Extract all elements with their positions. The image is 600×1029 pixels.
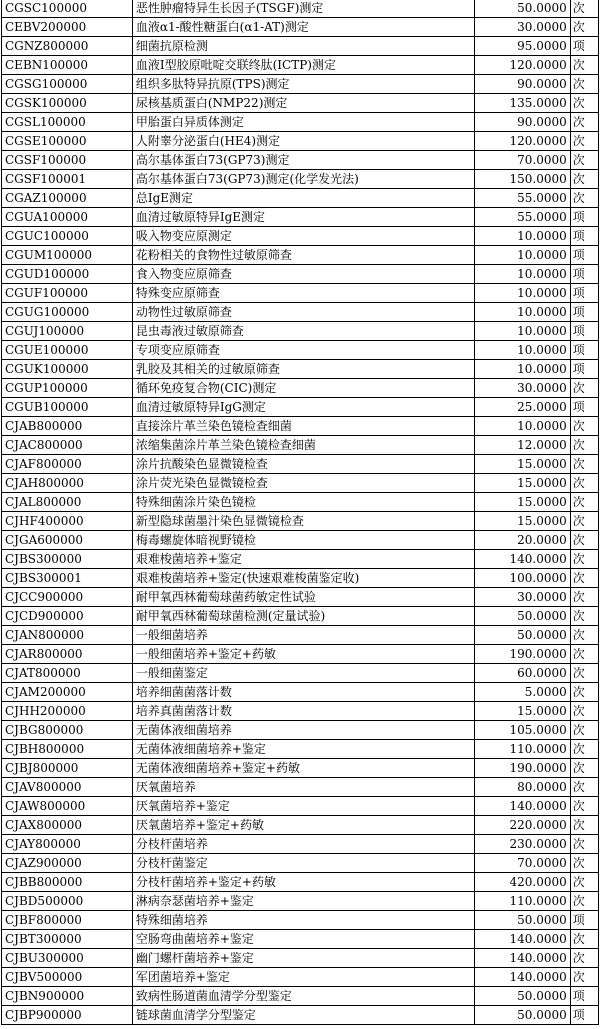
item-code-cell: CGUP100000 bbox=[2, 379, 133, 398]
item-price-cell: 140.0000 bbox=[475, 550, 571, 569]
table-row bbox=[2, 569, 599, 588]
item-price-cell: 15.0000 bbox=[475, 512, 571, 531]
item-name-cell: 分枝杆菌鉴定 bbox=[132, 854, 474, 873]
table-row bbox=[2, 987, 599, 1006]
item-code-cell: CJAV800000 bbox=[2, 778, 133, 797]
item-price-cell: 135.0000 bbox=[475, 94, 571, 113]
item-price-cell: 5.0000 bbox=[475, 683, 571, 702]
item-code-cell: CGUB100000 bbox=[2, 398, 133, 417]
table-row bbox=[2, 664, 599, 683]
item-code-cell: CGUF100000 bbox=[2, 284, 133, 303]
item-name-cell: 甲胎蛋白异质体测定 bbox=[132, 113, 474, 132]
table-row bbox=[2, 702, 599, 721]
item-name-cell: 血清过敏原特异IgG测定 bbox=[132, 398, 474, 417]
table-row bbox=[2, 56, 599, 75]
item-price-cell: 15.0000 bbox=[475, 474, 571, 493]
item-name-cell: 幽门螺杆菌培养+鉴定 bbox=[132, 949, 474, 968]
item-unit-cell: 次 bbox=[570, 170, 598, 189]
table-row bbox=[2, 151, 599, 170]
item-code-cell: CJAH800000 bbox=[2, 474, 133, 493]
fee-table-body bbox=[2, 0, 599, 1025]
item-unit-cell: 次 bbox=[570, 721, 598, 740]
item-code-cell: CJBN900000 bbox=[2, 987, 133, 1006]
item-unit-cell: 次 bbox=[570, 835, 598, 854]
item-name-cell: 一般细菌培养+鉴定+药敏 bbox=[132, 645, 474, 664]
item-price-cell: 30.0000 bbox=[475, 18, 571, 37]
item-price-cell: 50.0000 bbox=[475, 987, 571, 1006]
item-code-cell: CJBS300001 bbox=[2, 569, 133, 588]
item-code-cell: CJHF400000 bbox=[2, 512, 133, 531]
item-code-cell: CJBU300000 bbox=[2, 949, 133, 968]
item-code-cell: CGUK100000 bbox=[2, 360, 133, 379]
table-row bbox=[2, 759, 599, 778]
item-unit-cell: 次 bbox=[570, 816, 598, 835]
table-row bbox=[2, 379, 599, 398]
item-price-cell: 140.0000 bbox=[475, 968, 571, 987]
item-name-cell: 厌氧菌培养+鉴定+药敏 bbox=[132, 816, 474, 835]
item-code-cell: CJAF800000 bbox=[2, 455, 133, 474]
item-price-cell: 190.0000 bbox=[475, 645, 571, 664]
item-unit-cell: 次 bbox=[570, 702, 598, 721]
item-name-cell: 特殊细菌培养 bbox=[132, 911, 474, 930]
item-unit-cell: 次 bbox=[570, 968, 598, 987]
table-row bbox=[2, 170, 599, 189]
item-price-cell: 110.0000 bbox=[475, 892, 571, 911]
item-price-cell: 30.0000 bbox=[475, 379, 571, 398]
item-unit-cell: 次 bbox=[570, 455, 598, 474]
item-price-cell: 10.0000 bbox=[475, 322, 571, 341]
item-price-cell: 10.0000 bbox=[475, 265, 571, 284]
item-code-cell: CEBN100000 bbox=[2, 56, 133, 75]
item-name-cell: 军团菌培养+鉴定 bbox=[132, 968, 474, 987]
item-price-cell: 25.0000 bbox=[475, 398, 571, 417]
table-row bbox=[2, 455, 599, 474]
item-name-cell: 恶性肿瘤特异生长因子(TSGF)测定 bbox=[132, 0, 474, 18]
table-row bbox=[2, 873, 599, 892]
table-row bbox=[2, 18, 599, 37]
item-name-cell: 无菌体液细菌培养+鉴定 bbox=[132, 740, 474, 759]
item-price-cell: 55.0000 bbox=[475, 208, 571, 227]
item-unit-cell: 次 bbox=[570, 740, 598, 759]
item-code-cell: CJAT800000 bbox=[2, 664, 133, 683]
item-name-cell: 分枝杆菌培养 bbox=[132, 835, 474, 854]
item-unit-cell: 项 bbox=[570, 227, 598, 246]
item-code-cell: CGUA100000 bbox=[2, 208, 133, 227]
item-price-cell: 50.0000 bbox=[475, 626, 571, 645]
item-name-cell: 乳胶及其相关的过敏原筛查 bbox=[132, 360, 474, 379]
item-name-cell: 一般细菌鉴定 bbox=[132, 664, 474, 683]
item-price-cell: 100.0000 bbox=[475, 569, 571, 588]
table-row bbox=[2, 930, 599, 949]
item-code-cell: CGUM100000 bbox=[2, 246, 133, 265]
item-name-cell: 厌氧菌培养+鉴定 bbox=[132, 797, 474, 816]
item-code-cell: CJAN800000 bbox=[2, 626, 133, 645]
item-unit-cell: 项 bbox=[570, 303, 598, 322]
item-unit-cell: 次 bbox=[570, 417, 598, 436]
item-name-cell: 涂片抗酸染色显微镜检查 bbox=[132, 455, 474, 474]
table-row bbox=[2, 132, 599, 151]
item-unit-cell: 次 bbox=[570, 873, 598, 892]
item-name-cell: 耐甲氧西林葡萄球菌检测(定量试验) bbox=[132, 607, 474, 626]
table-row bbox=[2, 341, 599, 360]
item-code-cell: CGUE100000 bbox=[2, 341, 133, 360]
item-code-cell: CJBG800000 bbox=[2, 721, 133, 740]
item-unit-cell: 次 bbox=[570, 379, 598, 398]
table-row bbox=[2, 949, 599, 968]
item-name-cell: 空肠弯曲菌培养+鉴定 bbox=[132, 930, 474, 949]
table-row bbox=[2, 303, 599, 322]
item-unit-cell: 次 bbox=[570, 683, 598, 702]
item-unit-cell: 次 bbox=[570, 569, 598, 588]
item-price-cell: 50.0000 bbox=[475, 0, 571, 18]
item-price-cell: 10.0000 bbox=[475, 227, 571, 246]
item-name-cell: 无菌体液细菌培养 bbox=[132, 721, 474, 740]
item-name-cell: 血液Ⅰ型胶原吡啶交联终肽(ICTP)测定 bbox=[132, 56, 474, 75]
item-price-cell: 90.0000 bbox=[475, 113, 571, 132]
item-unit-cell: 次 bbox=[570, 930, 598, 949]
item-code-cell: CJBB800000 bbox=[2, 873, 133, 892]
table-row bbox=[2, 417, 599, 436]
table-row bbox=[2, 721, 599, 740]
item-code-cell: CJCC900000 bbox=[2, 588, 133, 607]
item-unit-cell: 项 bbox=[570, 284, 598, 303]
item-name-cell: 链球菌血清学分型鉴定 bbox=[132, 1006, 474, 1025]
item-price-cell: 105.0000 bbox=[475, 721, 571, 740]
item-unit-cell: 次 bbox=[570, 18, 598, 37]
item-code-cell: CJGA600000 bbox=[2, 531, 133, 550]
table-row bbox=[2, 531, 599, 550]
table-row bbox=[2, 854, 599, 873]
item-name-cell: 艰难梭菌培养+鉴定 bbox=[132, 550, 474, 569]
item-price-cell: 230.0000 bbox=[475, 835, 571, 854]
item-unit-cell: 次 bbox=[570, 664, 598, 683]
item-price-cell: 140.0000 bbox=[475, 930, 571, 949]
item-price-cell: 10.0000 bbox=[475, 417, 571, 436]
item-code-cell: CGSK100000 bbox=[2, 94, 133, 113]
item-price-cell: 70.0000 bbox=[475, 854, 571, 873]
item-unit-cell: 次 bbox=[570, 151, 598, 170]
item-name-cell: 艰难梭菌培养+鉴定(快速艰难梭菌鉴定收) bbox=[132, 569, 474, 588]
item-name-cell: 食入物变应原筛查 bbox=[132, 265, 474, 284]
item-name-cell: 昆虫毒液过敏原筛查 bbox=[132, 322, 474, 341]
item-unit-cell: 次 bbox=[570, 189, 598, 208]
item-code-cell: CJAY800000 bbox=[2, 835, 133, 854]
item-unit-cell: 项 bbox=[570, 265, 598, 284]
item-unit-cell: 次 bbox=[570, 626, 598, 645]
item-code-cell: CJAR800000 bbox=[2, 645, 133, 664]
fee-table bbox=[1, 0, 599, 1025]
table-row bbox=[2, 436, 599, 455]
item-code-cell: CJBV500000 bbox=[2, 968, 133, 987]
item-unit-cell: 项 bbox=[570, 341, 598, 360]
item-name-cell: 新型隐球菌墨汁染色显微镜检查 bbox=[132, 512, 474, 531]
item-code-cell: CGAZ100000 bbox=[2, 189, 133, 208]
table-row bbox=[2, 227, 599, 246]
item-name-cell: 花粉相关的食物性过敏原筛查 bbox=[132, 246, 474, 265]
item-price-cell: 80.0000 bbox=[475, 778, 571, 797]
item-name-cell: 高尔基体蛋白73(GP73)测定(化学发光法) bbox=[132, 170, 474, 189]
item-code-cell: CGSF100000 bbox=[2, 151, 133, 170]
item-price-cell: 15.0000 bbox=[475, 702, 571, 721]
item-price-cell: 70.0000 bbox=[475, 151, 571, 170]
item-code-cell: CGUD100000 bbox=[2, 265, 133, 284]
item-code-cell: CGNZ800000 bbox=[2, 37, 133, 56]
item-unit-cell: 次 bbox=[570, 474, 598, 493]
table-row bbox=[2, 189, 599, 208]
item-price-cell: 15.0000 bbox=[475, 493, 571, 512]
item-name-cell: 尿核基质蛋白(NMP22)测定 bbox=[132, 94, 474, 113]
item-unit-cell: 次 bbox=[570, 75, 598, 94]
table-row bbox=[2, 75, 599, 94]
item-code-cell: CJBS300000 bbox=[2, 550, 133, 569]
table-row bbox=[2, 493, 599, 512]
item-name-cell: 耐甲氧西林葡萄球菌药敏定性试验 bbox=[132, 588, 474, 607]
item-name-cell: 循环免疫复合物(CIC)测定 bbox=[132, 379, 474, 398]
item-code-cell: CJBT300000 bbox=[2, 930, 133, 949]
item-code-cell: CGUC100000 bbox=[2, 227, 133, 246]
table-row bbox=[2, 892, 599, 911]
item-code-cell: CJBD500000 bbox=[2, 892, 133, 911]
item-name-cell: 专项变应原筛查 bbox=[132, 341, 474, 360]
table-row bbox=[2, 968, 599, 987]
table-row bbox=[2, 607, 599, 626]
item-code-cell: CEBV200000 bbox=[2, 18, 133, 37]
item-code-cell: CJAX800000 bbox=[2, 816, 133, 835]
item-unit-cell: 项 bbox=[570, 1006, 598, 1025]
item-name-cell: 浓缩集菌涂片革兰染色镜检查细菌 bbox=[132, 436, 474, 455]
item-price-cell: 50.0000 bbox=[475, 1006, 571, 1025]
item-code-cell: CJBF800000 bbox=[2, 911, 133, 930]
table-row bbox=[2, 360, 599, 379]
item-price-cell: 15.0000 bbox=[475, 455, 571, 474]
table-row bbox=[2, 816, 599, 835]
item-code-cell: CJBP900000 bbox=[2, 1006, 133, 1025]
item-price-cell: 90.0000 bbox=[475, 75, 571, 94]
item-unit-cell: 项 bbox=[570, 911, 598, 930]
item-unit-cell: 项 bbox=[570, 246, 598, 265]
item-unit-cell: 次 bbox=[570, 94, 598, 113]
item-price-cell: 30.0000 bbox=[475, 588, 571, 607]
item-unit-cell: 次 bbox=[570, 759, 598, 778]
item-price-cell: 420.0000 bbox=[475, 873, 571, 892]
item-code-cell: CGSF100001 bbox=[2, 170, 133, 189]
item-unit-cell: 次 bbox=[570, 512, 598, 531]
item-code-cell: CJHH200000 bbox=[2, 702, 133, 721]
item-name-cell: 涂片荧光染色显微镜检查 bbox=[132, 474, 474, 493]
item-unit-cell: 项 bbox=[570, 360, 598, 379]
item-code-cell: CJAM200000 bbox=[2, 683, 133, 702]
table-row bbox=[2, 208, 599, 227]
item-code-cell: CJAW800000 bbox=[2, 797, 133, 816]
item-code-cell: CJAB800000 bbox=[2, 417, 133, 436]
item-price-cell: 190.0000 bbox=[475, 759, 571, 778]
item-price-cell: 50.0000 bbox=[475, 911, 571, 930]
item-code-cell: CJCD900000 bbox=[2, 607, 133, 626]
item-unit-cell: 次 bbox=[570, 0, 598, 18]
item-unit-cell: 次 bbox=[570, 797, 598, 816]
item-price-cell: 10.0000 bbox=[475, 284, 571, 303]
item-code-cell: CJBJ800000 bbox=[2, 759, 133, 778]
table-row bbox=[2, 37, 599, 56]
item-code-cell: CJAL800000 bbox=[2, 493, 133, 512]
item-name-cell: 无菌体液细菌培养+鉴定+药敏 bbox=[132, 759, 474, 778]
item-unit-cell: 次 bbox=[570, 550, 598, 569]
table-row bbox=[2, 911, 599, 930]
item-unit-cell: 项 bbox=[570, 398, 598, 417]
table-row bbox=[2, 740, 599, 759]
item-name-cell: 分枝杆菌培养+鉴定+药敏 bbox=[132, 873, 474, 892]
item-unit-cell: 项 bbox=[570, 37, 598, 56]
item-unit-cell: 次 bbox=[570, 493, 598, 512]
table-row bbox=[2, 113, 599, 132]
item-code-cell: CGSE100000 bbox=[2, 132, 133, 151]
item-unit-cell: 项 bbox=[570, 987, 598, 1006]
table-row bbox=[2, 797, 599, 816]
item-name-cell: 高尔基体蛋白73(GP73)测定 bbox=[132, 151, 474, 170]
item-price-cell: 10.0000 bbox=[475, 303, 571, 322]
item-unit-cell: 次 bbox=[570, 778, 598, 797]
table-row bbox=[2, 683, 599, 702]
item-unit-cell: 次 bbox=[570, 436, 598, 455]
item-price-cell: 10.0000 bbox=[475, 360, 571, 379]
item-price-cell: 12.0000 bbox=[475, 436, 571, 455]
item-name-cell: 动物性过敏原筛查 bbox=[132, 303, 474, 322]
item-unit-cell: 次 bbox=[570, 854, 598, 873]
item-code-cell: CJAC800000 bbox=[2, 436, 133, 455]
table-row bbox=[2, 246, 599, 265]
table-row bbox=[2, 1006, 599, 1025]
item-name-cell: 组织多肽特异抗原(TPS)测定 bbox=[132, 75, 474, 94]
item-price-cell: 220.0000 bbox=[475, 816, 571, 835]
item-name-cell: 血液α1-酸性糖蛋白(α1-AT)测定 bbox=[132, 18, 474, 37]
item-name-cell: 致病性肠道菌血清学分型鉴定 bbox=[132, 987, 474, 1006]
item-unit-cell: 次 bbox=[570, 645, 598, 664]
table-row bbox=[2, 835, 599, 854]
item-name-cell: 血清过敏原特异IgE测定 bbox=[132, 208, 474, 227]
table-row bbox=[2, 474, 599, 493]
table-row bbox=[2, 645, 599, 664]
item-code-cell: CJAZ900000 bbox=[2, 854, 133, 873]
item-name-cell: 细菌抗原检测 bbox=[132, 37, 474, 56]
item-code-cell: CGSC100000 bbox=[2, 0, 133, 18]
table-row bbox=[2, 588, 599, 607]
item-name-cell: 吸入物变应原测定 bbox=[132, 227, 474, 246]
item-name-cell: 总IgE测定 bbox=[132, 189, 474, 208]
item-unit-cell: 次 bbox=[570, 56, 598, 75]
item-unit-cell: 项 bbox=[570, 322, 598, 341]
item-unit-cell: 次 bbox=[570, 607, 598, 626]
item-price-cell: 10.0000 bbox=[475, 246, 571, 265]
item-price-cell: 95.0000 bbox=[475, 37, 571, 56]
item-name-cell: 培养真菌菌落计数 bbox=[132, 702, 474, 721]
item-unit-cell: 次 bbox=[570, 113, 598, 132]
item-price-cell: 110.0000 bbox=[475, 740, 571, 759]
item-unit-cell: 次 bbox=[570, 588, 598, 607]
item-price-cell: 55.0000 bbox=[475, 189, 571, 208]
item-price-cell: 50.0000 bbox=[475, 607, 571, 626]
table-row bbox=[2, 284, 599, 303]
item-name-cell: 培养细菌菌落计数 bbox=[132, 683, 474, 702]
item-unit-cell: 次 bbox=[570, 949, 598, 968]
item-code-cell: CJBH800000 bbox=[2, 740, 133, 759]
item-name-cell: 直接涂片革兰染色镜检查细菌 bbox=[132, 417, 474, 436]
item-name-cell: 厌氧菌培养 bbox=[132, 778, 474, 797]
item-price-cell: 150.0000 bbox=[475, 170, 571, 189]
item-price-cell: 140.0000 bbox=[475, 949, 571, 968]
item-name-cell: 一般细菌培养 bbox=[132, 626, 474, 645]
item-name-cell: 梅毒螺旋体暗视野镜检 bbox=[132, 531, 474, 550]
item-price-cell: 140.0000 bbox=[475, 797, 571, 816]
item-name-cell: 人附睾分泌蛋白(HE4)测定 bbox=[132, 132, 474, 151]
item-code-cell: CGSG100000 bbox=[2, 75, 133, 94]
item-name-cell: 特殊细菌涂片染色镜检 bbox=[132, 493, 474, 512]
table-row bbox=[2, 778, 599, 797]
item-price-cell: 10.0000 bbox=[475, 341, 571, 360]
table-row bbox=[2, 322, 599, 341]
item-name-cell: 淋病奈瑟菌培养+鉴定 bbox=[132, 892, 474, 911]
table-row bbox=[2, 0, 599, 18]
item-price-cell: 120.0000 bbox=[475, 132, 571, 151]
table-row bbox=[2, 550, 599, 569]
item-price-cell: 20.0000 bbox=[475, 531, 571, 550]
table-row bbox=[2, 512, 599, 531]
item-unit-cell: 次 bbox=[570, 531, 598, 550]
item-unit-cell: 次 bbox=[570, 892, 598, 911]
table-row bbox=[2, 94, 599, 113]
item-code-cell: CGSL100000 bbox=[2, 113, 133, 132]
item-unit-cell: 项 bbox=[570, 208, 598, 227]
table-row bbox=[2, 398, 599, 417]
item-price-cell: 120.0000 bbox=[475, 56, 571, 75]
item-name-cell: 特殊变应原筛查 bbox=[132, 284, 474, 303]
item-price-cell: 60.0000 bbox=[475, 664, 571, 683]
item-code-cell: CGUG100000 bbox=[2, 303, 133, 322]
item-unit-cell: 次 bbox=[570, 132, 598, 151]
table-row bbox=[2, 626, 599, 645]
item-code-cell: CGUJ100000 bbox=[2, 322, 133, 341]
table-row bbox=[2, 265, 599, 284]
